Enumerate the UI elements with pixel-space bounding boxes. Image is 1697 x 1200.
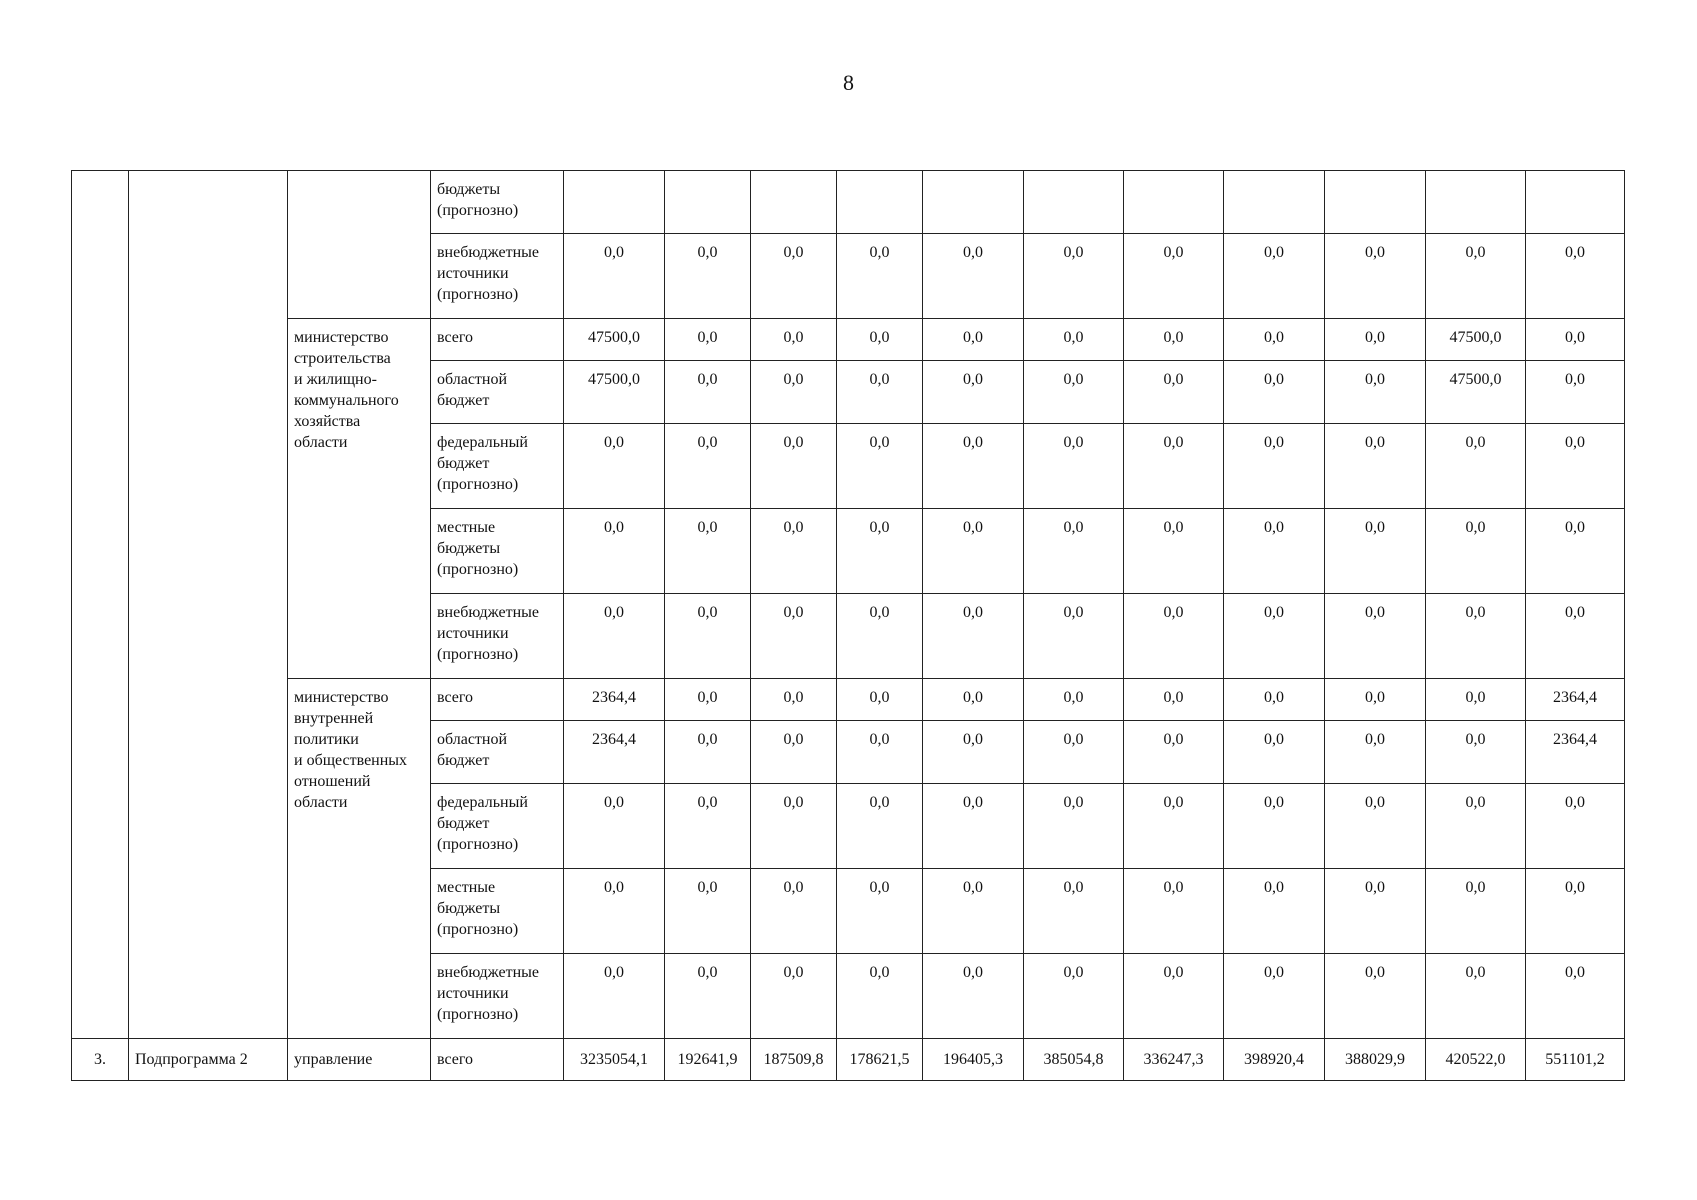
value-cell: 0,0 [564, 869, 665, 954]
value-cell: 0,0 [751, 594, 837, 679]
value-cell: 0,0 [1024, 509, 1124, 594]
number-cell [72, 171, 129, 1039]
value-cell: 0,0 [1024, 594, 1124, 679]
value-cell: 398920,4 [1224, 1039, 1325, 1081]
value-cell: 0,0 [837, 721, 923, 784]
value-cell: 0,0 [1526, 361, 1625, 424]
value-cell: 0,0 [665, 509, 751, 594]
value-cell: 0,0 [751, 234, 837, 319]
value-cell [1224, 171, 1325, 234]
value-cell: 187509,8 [751, 1039, 837, 1081]
value-cell: 0,0 [1526, 594, 1625, 679]
value-cell: 0,0 [837, 869, 923, 954]
value-cell: 0,0 [1124, 424, 1224, 509]
value-cell: 0,0 [1325, 954, 1426, 1039]
value-cell: 0,0 [923, 784, 1024, 869]
value-cell: 0,0 [1426, 509, 1526, 594]
value-cell: 0,0 [923, 319, 1024, 361]
value-cell: 0,0 [1224, 424, 1325, 509]
value-cell: 0,0 [1124, 869, 1224, 954]
value-cell: 0,0 [1224, 784, 1325, 869]
value-cell: 388029,9 [1325, 1039, 1426, 1081]
value-cell: 0,0 [1124, 509, 1224, 594]
executor-cell [288, 171, 431, 319]
value-cell: 0,0 [1124, 319, 1224, 361]
value-cell: 0,0 [564, 509, 665, 594]
value-cell [1526, 171, 1625, 234]
value-cell: 0,0 [837, 509, 923, 594]
value-cell [1325, 171, 1426, 234]
value-cell: 420522,0 [1426, 1039, 1526, 1081]
value-cell: 0,0 [1224, 954, 1325, 1039]
value-cell: 0,0 [665, 954, 751, 1039]
value-cell: 0,0 [1124, 954, 1224, 1039]
value-cell: 0,0 [1224, 319, 1325, 361]
value-cell: 0,0 [665, 721, 751, 784]
funding-source-cell: федеральный бюджет (прогнозно) [431, 424, 564, 509]
table-row [72, 319, 1625, 361]
value-cell: 0,0 [923, 361, 1024, 424]
value-cell: 0,0 [923, 721, 1024, 784]
value-cell [1426, 171, 1526, 234]
value-cell: 0,0 [1124, 361, 1224, 424]
value-cell: 0,0 [1426, 594, 1526, 679]
value-cell: 0,0 [837, 361, 923, 424]
value-cell: 0,0 [1224, 234, 1325, 319]
value-cell: 0,0 [751, 319, 837, 361]
value-cell: 0,0 [1526, 234, 1625, 319]
value-cell: 0,0 [665, 361, 751, 424]
value-cell: 0,0 [1325, 424, 1426, 509]
value-cell: 0,0 [1024, 424, 1124, 509]
funding-source-cell: местные бюджеты (прогнозно) [431, 869, 564, 954]
value-cell: 0,0 [1024, 784, 1124, 869]
value-cell: 47500,0 [1426, 319, 1526, 361]
value-cell: 0,0 [1426, 679, 1526, 721]
value-cell: 0,0 [923, 954, 1024, 1039]
value-cell: 0,0 [1426, 784, 1526, 869]
table-row [72, 171, 1625, 234]
funding-source-cell: всего [431, 319, 564, 361]
value-cell: 385054,8 [1024, 1039, 1124, 1081]
value-cell: 0,0 [1224, 869, 1325, 954]
value-cell [923, 171, 1024, 234]
value-cell [751, 171, 837, 234]
value-cell: 0,0 [665, 679, 751, 721]
value-cell: 0,0 [1224, 361, 1325, 424]
value-cell: 0,0 [1426, 954, 1526, 1039]
value-cell: 0,0 [665, 869, 751, 954]
value-cell: 0,0 [923, 869, 1024, 954]
value-cell: 196405,3 [923, 1039, 1024, 1081]
value-cell: 0,0 [1024, 954, 1124, 1039]
value-cell [1024, 171, 1124, 234]
value-cell: 0,0 [1426, 234, 1526, 319]
value-cell: 0,0 [1124, 234, 1224, 319]
value-cell: 0,0 [923, 234, 1024, 319]
value-cell: 0,0 [564, 424, 665, 509]
value-cell: 0,0 [1325, 594, 1426, 679]
value-cell: 0,0 [1526, 784, 1625, 869]
value-cell: 0,0 [1024, 319, 1124, 361]
number-cell: 3. [72, 1039, 129, 1081]
value-cell: 0,0 [751, 361, 837, 424]
value-cell: 0,0 [1526, 869, 1625, 954]
value-cell: 0,0 [1526, 509, 1625, 594]
funding-source-cell: местные бюджеты (прогнозно) [431, 509, 564, 594]
value-cell: 0,0 [1224, 721, 1325, 784]
executor-cell: управление [288, 1039, 431, 1081]
name-cell: Подпрограмма 2 [129, 1039, 288, 1081]
funding-source-cell: внебюджетные источники (прогнозно) [431, 234, 564, 319]
value-cell: 0,0 [751, 509, 837, 594]
value-cell: 0,0 [751, 679, 837, 721]
value-cell: 0,0 [1426, 721, 1526, 784]
value-cell: 0,0 [1526, 319, 1625, 361]
value-cell: 0,0 [837, 234, 923, 319]
value-cell [564, 171, 665, 234]
value-cell: 0,0 [837, 679, 923, 721]
table-row [72, 679, 1625, 721]
value-cell: 0,0 [751, 424, 837, 509]
value-cell: 2364,4 [564, 721, 665, 784]
value-cell: 0,0 [837, 954, 923, 1039]
value-cell: 178621,5 [837, 1039, 923, 1081]
value-cell: 0,0 [1526, 424, 1625, 509]
value-cell: 0,0 [751, 954, 837, 1039]
funding-source-cell: всего [431, 679, 564, 721]
value-cell: 47500,0 [1426, 361, 1526, 424]
value-cell: 47500,0 [564, 361, 665, 424]
value-cell: 0,0 [665, 234, 751, 319]
value-cell: 0,0 [1325, 509, 1426, 594]
value-cell: 0,0 [1024, 679, 1124, 721]
value-cell [665, 171, 751, 234]
value-cell: 0,0 [564, 954, 665, 1039]
value-cell: 0,0 [1325, 234, 1426, 319]
value-cell: 0,0 [1124, 784, 1224, 869]
value-cell: 0,0 [1426, 424, 1526, 509]
value-cell: 0,0 [837, 784, 923, 869]
value-cell: 0,0 [1325, 869, 1426, 954]
value-cell: 0,0 [1224, 679, 1325, 721]
value-cell: 0,0 [1124, 721, 1224, 784]
value-cell: 0,0 [1024, 234, 1124, 319]
page-number: 8 [843, 70, 854, 95]
value-cell: 0,0 [1024, 361, 1124, 424]
value-cell: 192641,9 [665, 1039, 751, 1081]
value-cell: 2364,4 [1526, 721, 1625, 784]
value-cell: 47500,0 [564, 319, 665, 361]
value-cell: 0,0 [751, 784, 837, 869]
value-cell: 2364,4 [564, 679, 665, 721]
value-cell: 0,0 [837, 594, 923, 679]
value-cell: 3235054,1 [564, 1039, 665, 1081]
funding-source-cell: областной бюджет [431, 721, 564, 784]
table-row-subprogram [72, 1039, 1625, 1081]
value-cell: 0,0 [751, 869, 837, 954]
value-cell: 0,0 [923, 679, 1024, 721]
name-cell [129, 171, 288, 1039]
value-cell: 0,0 [1124, 679, 1224, 721]
funding-source-cell: бюджеты (прогнозно) [431, 171, 564, 234]
value-cell: 0,0 [1024, 869, 1124, 954]
value-cell: 2364,4 [1526, 679, 1625, 721]
value-cell: 0,0 [665, 319, 751, 361]
value-cell: 0,0 [665, 424, 751, 509]
budget-table [71, 170, 1625, 1081]
value-cell: 0,0 [923, 424, 1024, 509]
value-cell: 336247,3 [1124, 1039, 1224, 1081]
value-cell [1124, 171, 1224, 234]
executor-cell: министерство строительства и жилищно- коммунального хозяйства области [288, 319, 431, 679]
funding-source-cell: всего [431, 1039, 564, 1081]
value-cell: 0,0 [1526, 954, 1625, 1039]
value-cell: 0,0 [837, 424, 923, 509]
value-cell: 0,0 [837, 319, 923, 361]
value-cell: 0,0 [564, 594, 665, 679]
value-cell: 0,0 [665, 784, 751, 869]
value-cell: 0,0 [1325, 784, 1426, 869]
value-cell: 0,0 [1426, 869, 1526, 954]
value-cell: 0,0 [1224, 509, 1325, 594]
value-cell: 0,0 [1224, 594, 1325, 679]
funding-source-cell: внебюджетные источники (прогнозно) [431, 954, 564, 1039]
value-cell: 0,0 [923, 509, 1024, 594]
value-cell: 0,0 [1124, 594, 1224, 679]
value-cell: 0,0 [1325, 361, 1426, 424]
value-cell: 0,0 [564, 784, 665, 869]
value-cell: 0,0 [1325, 319, 1426, 361]
value-cell: 0,0 [1325, 679, 1426, 721]
value-cell [837, 171, 923, 234]
executor-cell: министерство внутренней политики и общественных отношений области [288, 679, 431, 1039]
value-cell: 0,0 [1024, 721, 1124, 784]
value-cell: 0,0 [1325, 721, 1426, 784]
value-cell: 0,0 [665, 594, 751, 679]
funding-source-cell: федеральный бюджет (прогнозно) [431, 784, 564, 869]
value-cell: 0,0 [923, 594, 1024, 679]
funding-source-cell: областной бюджет [431, 361, 564, 424]
funding-source-cell: внебюджетные источники (прогнозно) [431, 594, 564, 679]
value-cell: 0,0 [751, 721, 837, 784]
value-cell: 551101,2 [1526, 1039, 1625, 1081]
value-cell: 0,0 [564, 234, 665, 319]
